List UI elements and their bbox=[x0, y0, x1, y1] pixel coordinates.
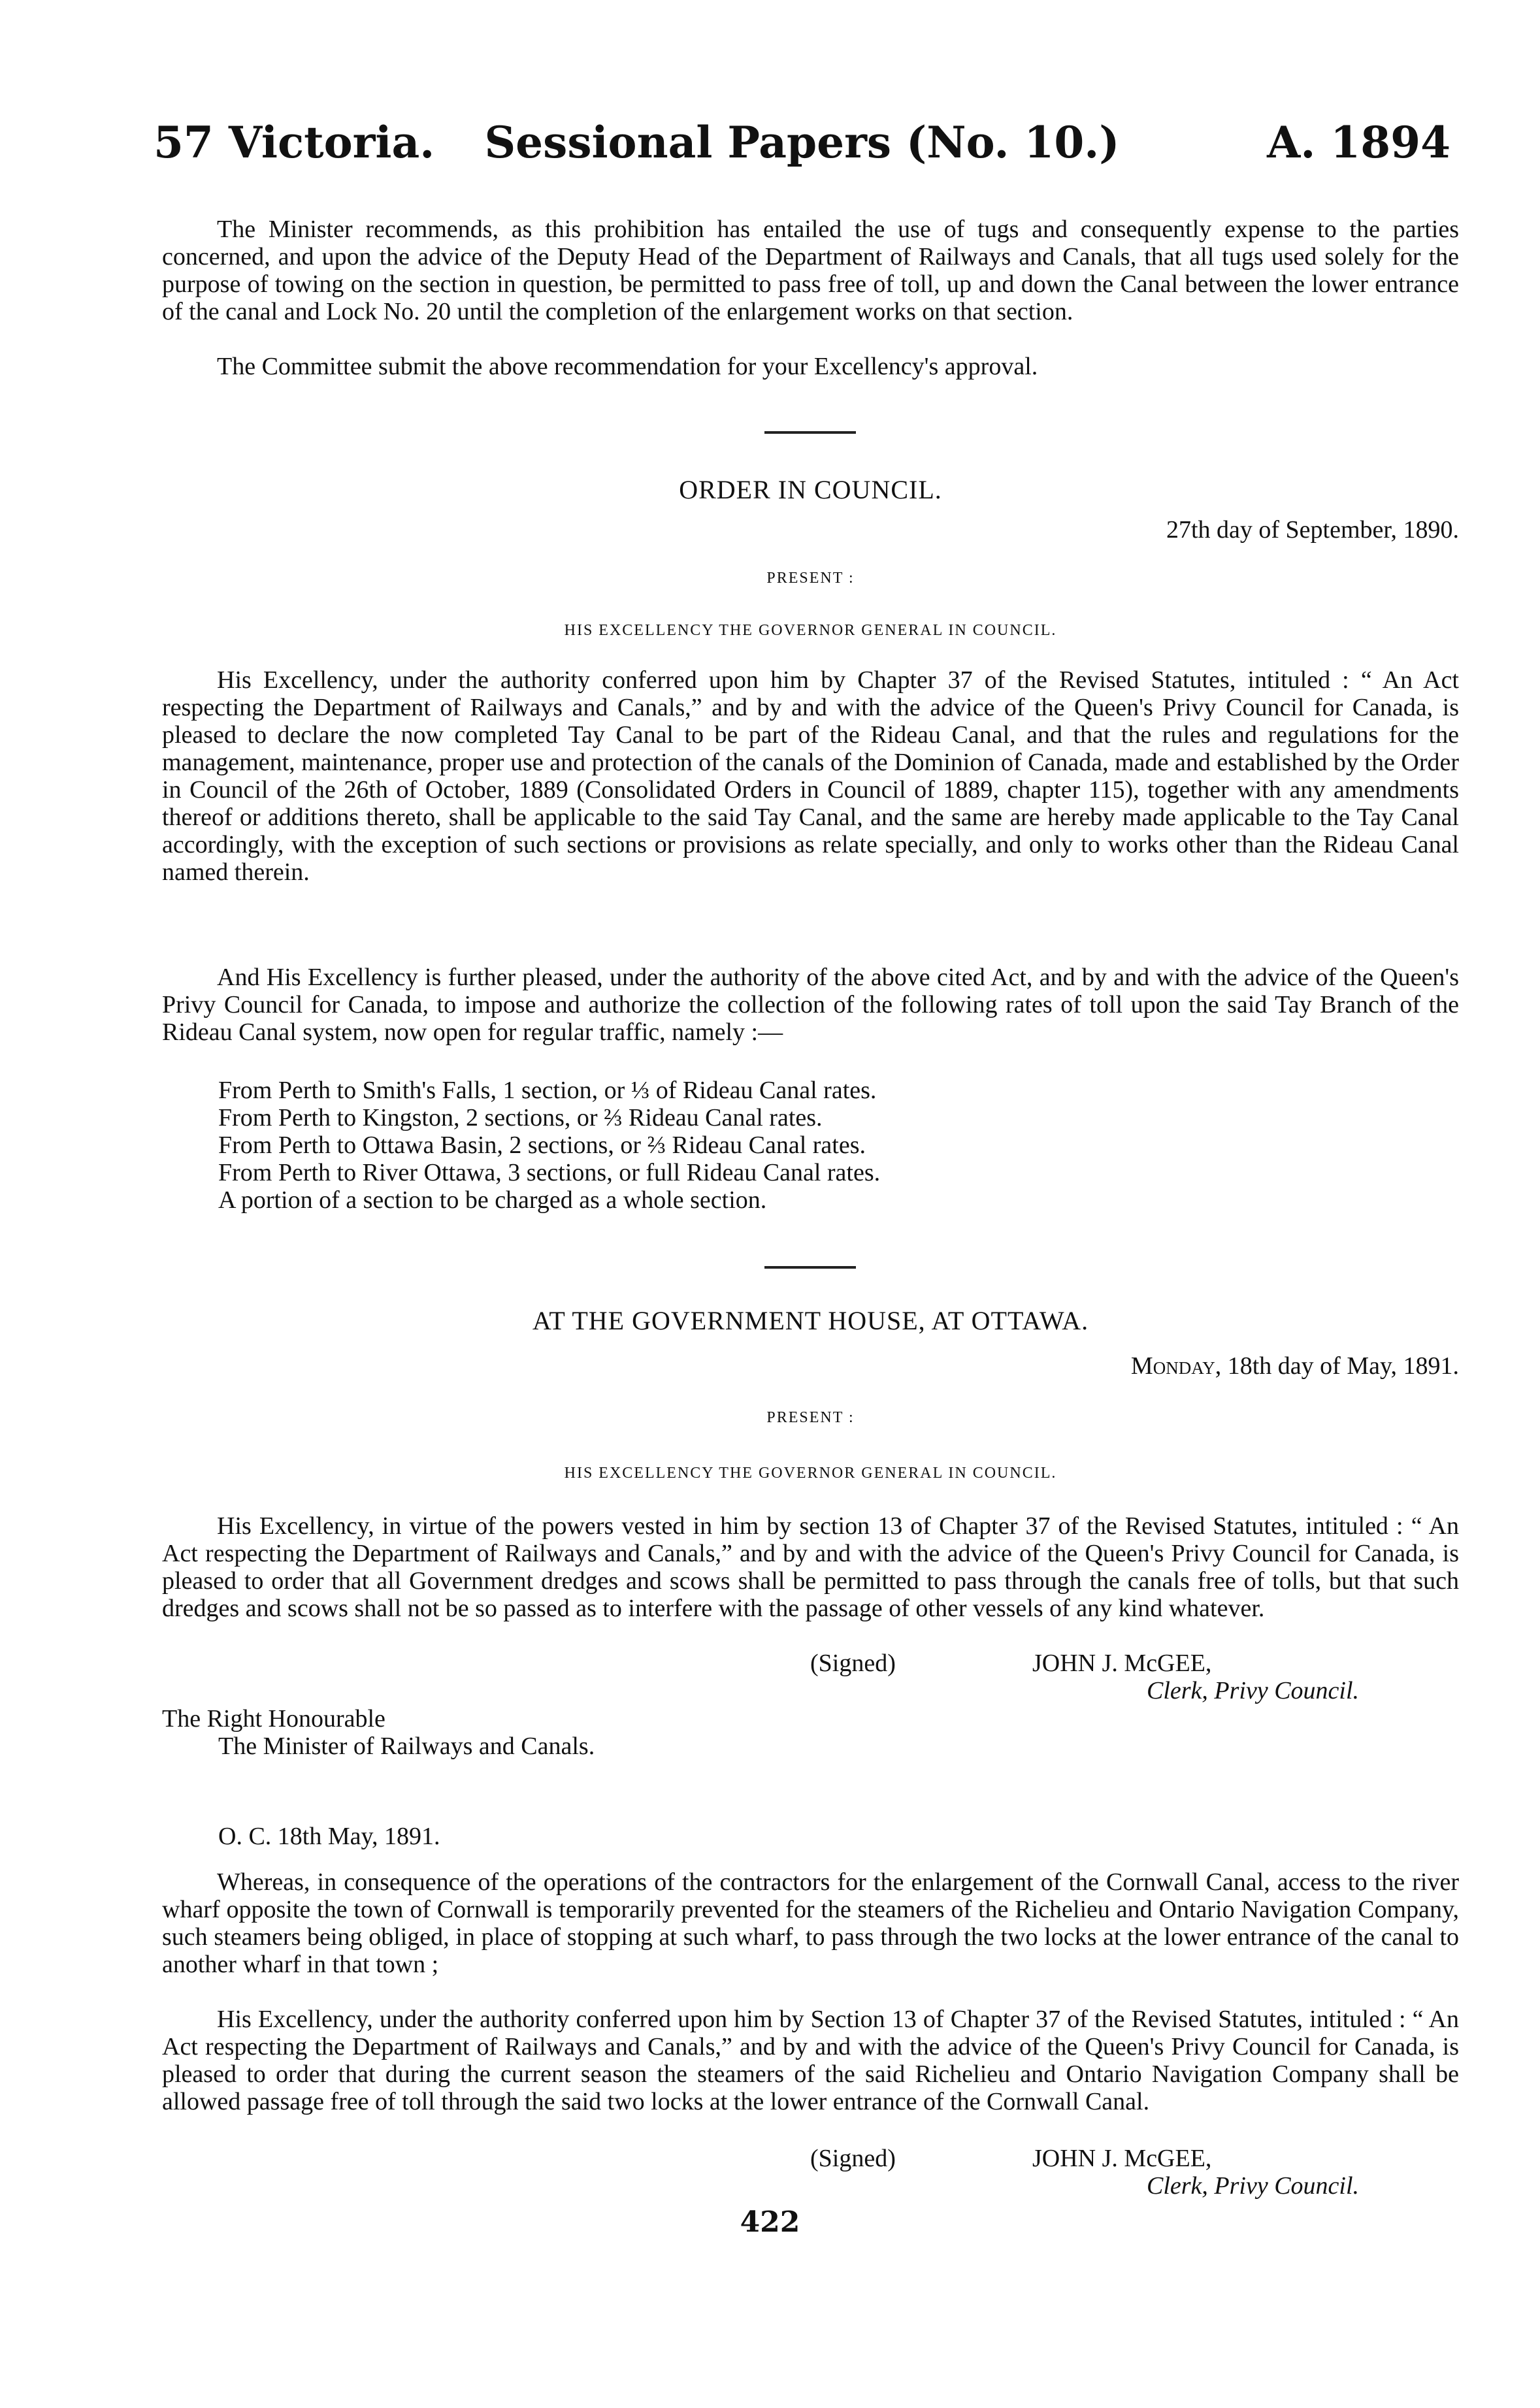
addressee-line-1: The Right Honourable bbox=[162, 1705, 385, 1733]
order2-day: Monday, bbox=[1130, 1352, 1222, 1380]
order3-signer: JOHN J. McGEE, bbox=[1032, 2145, 1212, 2172]
rate-line-4: From Perth to River Ottawa, 3 sections, or full Rideau Canal rates. bbox=[218, 1159, 881, 1186]
order2-signer-role: Clerk, Privy Council. bbox=[1147, 1677, 1360, 1704]
intro-paragraph: The Minister recommends, as this prohibition has entailed the use of tugs and consequently expense to the parties concerned, and upon the advice of the Deputy Head of the Department of Railways and Canals, that all tugs used solely for the purpose of towing on the section in question, be permitted to pass free of toll, up and down the Canal between the lower entrance of the canal and Lock No. 20 until the completion of the enlargement works on that section. bbox=[162, 216, 1459, 325]
header-volume: 57 Victoria. bbox=[154, 117, 435, 168]
rate-line-5: A portion of a section to be charged as a whole section. bbox=[218, 1186, 767, 1214]
order3-paragraph-1: Whereas, in consequence of the operations of the contractors for the enlargement of the Cornwall Canal, access to the river wharf opposite the town of Cornwall is temporarily prevented for the steamers of the Richelieu and Ontario Navigation Company, such steamers being obliged, in place of stopping at such wharf, to pass through the two locks at the lower entrance of the canal to another wharf in that town ; bbox=[162, 1868, 1459, 1978]
header-year: A. 1894 bbox=[1267, 117, 1450, 168]
order2-signed: (Signed) bbox=[810, 1650, 896, 1677]
order3-oc-date: O. C. 18th May, 1891. bbox=[218, 1823, 440, 1850]
header-title: Sessional Papers (No. 10.) bbox=[484, 117, 1120, 168]
rate-line-1: From Perth to Smith's Falls, 1 section, or ⅓ of Rideau Canal rates. bbox=[218, 1077, 877, 1104]
section-divider bbox=[764, 431, 856, 434]
section-divider bbox=[764, 1266, 856, 1269]
order3-signed: (Signed) bbox=[810, 2145, 896, 2172]
order2-excellency: HIS EXCELLENCY THE GOVERNOR GENERAL IN COUNCIL. bbox=[564, 1465, 1057, 1482]
order2-date-line bbox=[162, 1352, 1459, 1380]
order3-signer-role: Clerk, Privy Council. bbox=[1147, 2172, 1360, 2200]
order1-paragraph-1: His Excellency, under the authority conferred upon him by Chapter 37 of the Revised Statutes, intituled : “ An Act respecting the Department of Railways and Canals,” and by and with the advice of the Queen's Privy Council for Canada, is pleased to declare the now completed Tay Canal to be part of the Rideau Canal, and that the rules and regulations for the management, maintenance, proper use and protection of the canals of the Dominion of Canada, made and established by the Order in Council of the 26th of October, 1889 (Consolidated Orders in Council of 1889, chapter 115), together with any amendments thereof or additions thereto, shall be applicable to the said Tay Canal, and the same are hereby made applicable to the Tay Canal accordingly, with the exception of such sections or provisions as relate specially, and only to works other than the Rideau Canal named therein. bbox=[162, 666, 1459, 886]
order2-signer: JOHN J. McGEE, bbox=[1032, 1650, 1212, 1677]
page-number: 422 bbox=[740, 2205, 800, 2239]
order1-paragraph-2: And His Excellency is further pleased, under the authority of the above cited Act, and by and with the advice of the Queen's Privy Council for Canada, to impose and authorize the collection of the following rates of toll upon the said Tay Branch of the Rideau Canal system, now open for regular traffic, namely :— bbox=[162, 964, 1459, 1046]
rate-line-3: From Perth to Ottawa Basin, 2 sections, or ⅔ Rideau Canal rates. bbox=[218, 1131, 866, 1159]
order1-present: PRESENT : bbox=[766, 570, 855, 587]
order1-date: 27th day of September, 1890. bbox=[1166, 516, 1459, 544]
page-header bbox=[154, 116, 1450, 169]
intro-closing: The Committee submit the above recommendation for your Excellency's approval. bbox=[217, 353, 1038, 380]
order3-paragraph-2: His Excellency, under the authority conferred upon him by Section 13 of Chapter 37 of the Revised Statutes, intituled : “ An Act respecting the Department of Railways and Canals,” and by and with the advice of the Queen's Privy Council for Canada, is pleased to order that during the current season the steamers of the said Richelieu and Ontario Navigation Company shall be allowed passage free of toll through the said two locks at the lower entrance of the Cornwall Canal. bbox=[162, 2006, 1459, 2115]
addressee-line-2: The Minister of Railways and Canals. bbox=[218, 1733, 595, 1760]
rate-line-2: From Perth to Kingston, 2 sections, or ⅔ Rideau Canal rates. bbox=[218, 1104, 823, 1131]
order1-title: ORDER IN COUNCIL. bbox=[679, 475, 942, 504]
order1-excellency: HIS EXCELLENCY THE GOVERNOR GENERAL IN COUNCIL. bbox=[564, 622, 1057, 639]
order2-present: PRESENT : bbox=[766, 1409, 855, 1426]
order2-date: 18th day of May, 1891. bbox=[1227, 1352, 1459, 1380]
order2-paragraph: His Excellency, in virtue of the powers vested in him by section 13 of Chapter 37 of the Revised Statutes, intituled : “ An Act respecting the Department of Railways and Canals,” and by and with the advice of the Queen's Privy Council for Canada, is pleased to order that all Government dredges and scows shall be permitted to pass through the canals free of tolls, but that such dredges and scows shall not be so passed as to interfere with the passage of other vessels of any kind whatever. bbox=[162, 1512, 1459, 1622]
order2-title: AT THE GOVERNMENT HOUSE, AT OTTAWA. bbox=[532, 1306, 1089, 1335]
